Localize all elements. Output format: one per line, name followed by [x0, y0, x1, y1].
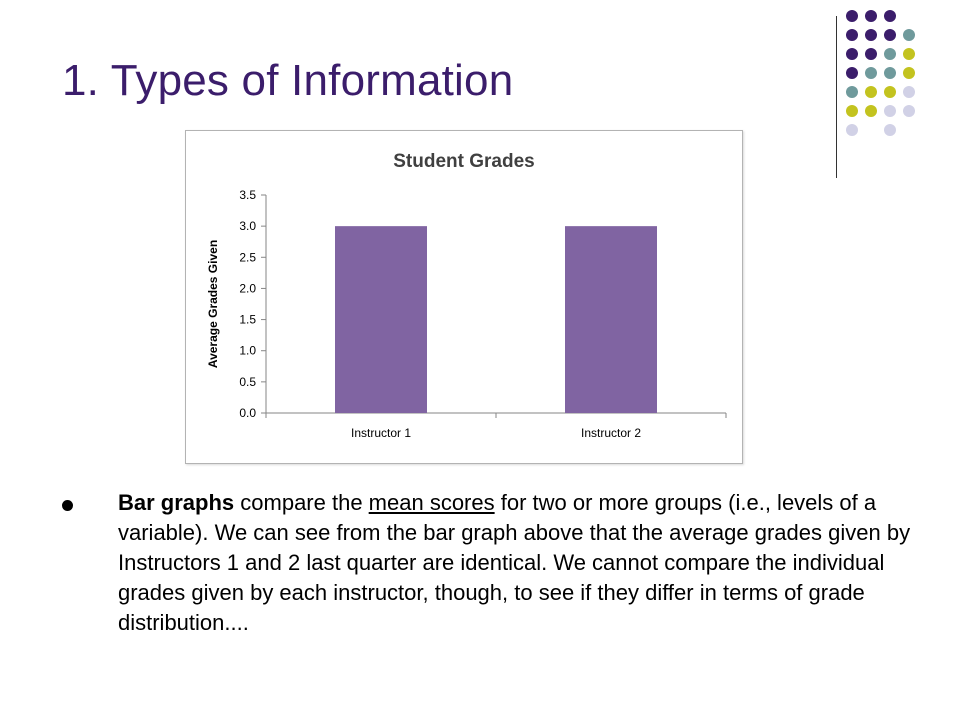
decorative-dot — [865, 105, 877, 117]
decorative-dot — [846, 29, 858, 41]
decorative-dot — [846, 10, 858, 22]
y-tick-label: 2.0 — [239, 281, 256, 296]
slide-title: 1. Types of Information — [62, 56, 514, 105]
plot-area — [239, 188, 726, 440]
decorative-dot — [884, 67, 896, 79]
bullet-bold-term: Bar graphs — [118, 490, 235, 515]
bullet-text-part2: for two or more groups (i.e., levels of a variable). We can see from the bar graph above that the average grades given by Instructors 1 and 2 last quarter are identical. We cannot compare the individual grades given by each instructor, though, to see if they differ in terms of grade distribution.... — [118, 490, 911, 635]
decorative-dot — [884, 124, 896, 136]
decorative-dot — [865, 48, 877, 60]
decorative-dot — [846, 48, 858, 60]
bullet-underlined-term: mean scores — [368, 490, 495, 515]
y-tick-label: 1.0 — [239, 343, 256, 358]
bar — [565, 226, 657, 413]
decorative-dot — [865, 29, 877, 41]
decorative-dot — [884, 10, 896, 22]
y-tick-label: 2.5 — [239, 250, 256, 265]
decorative-dot — [846, 124, 858, 136]
y-tick-label: 3.5 — [239, 188, 256, 202]
decorative-divider-line — [836, 16, 837, 178]
y-tick-label: 0.0 — [239, 406, 256, 420]
y-axis-label: Average Grades Given — [206, 239, 220, 369]
bullet-dot-icon — [62, 500, 73, 511]
decorative-dot — [865, 10, 877, 22]
decorative-dot — [846, 105, 858, 117]
decorative-dot — [884, 86, 896, 98]
bullet-text — [118, 488, 940, 638]
bar-chart — [185, 130, 743, 464]
bar — [335, 226, 427, 413]
decorative-dot — [846, 67, 858, 79]
decorative-dot — [903, 67, 915, 79]
decorative-dot — [884, 29, 896, 41]
y-tick-label: 3.0 — [239, 219, 256, 234]
decorative-dot — [846, 86, 858, 98]
decorative-dot — [865, 86, 877, 98]
chart-title: Student Grades — [393, 151, 535, 172]
bullet-item — [60, 488, 940, 638]
decorative-dot — [884, 48, 896, 60]
x-tick-label: Instructor 2 — [580, 426, 642, 440]
decorative-dot-grid — [846, 10, 956, 160]
decorative-dot — [884, 105, 896, 117]
x-tick-label: Instructor 1 — [350, 426, 412, 440]
decorative-dot — [903, 105, 915, 117]
bullet-text-part1: compare the — [234, 490, 369, 515]
decorative-dot — [903, 29, 915, 41]
decorative-dot — [865, 67, 877, 79]
chart-canvas — [186, 131, 742, 463]
decorative-dot — [903, 48, 915, 60]
y-tick-label: 1.5 — [239, 312, 256, 327]
y-tick-label: 0.5 — [239, 374, 256, 389]
decorative-dot — [903, 86, 915, 98]
